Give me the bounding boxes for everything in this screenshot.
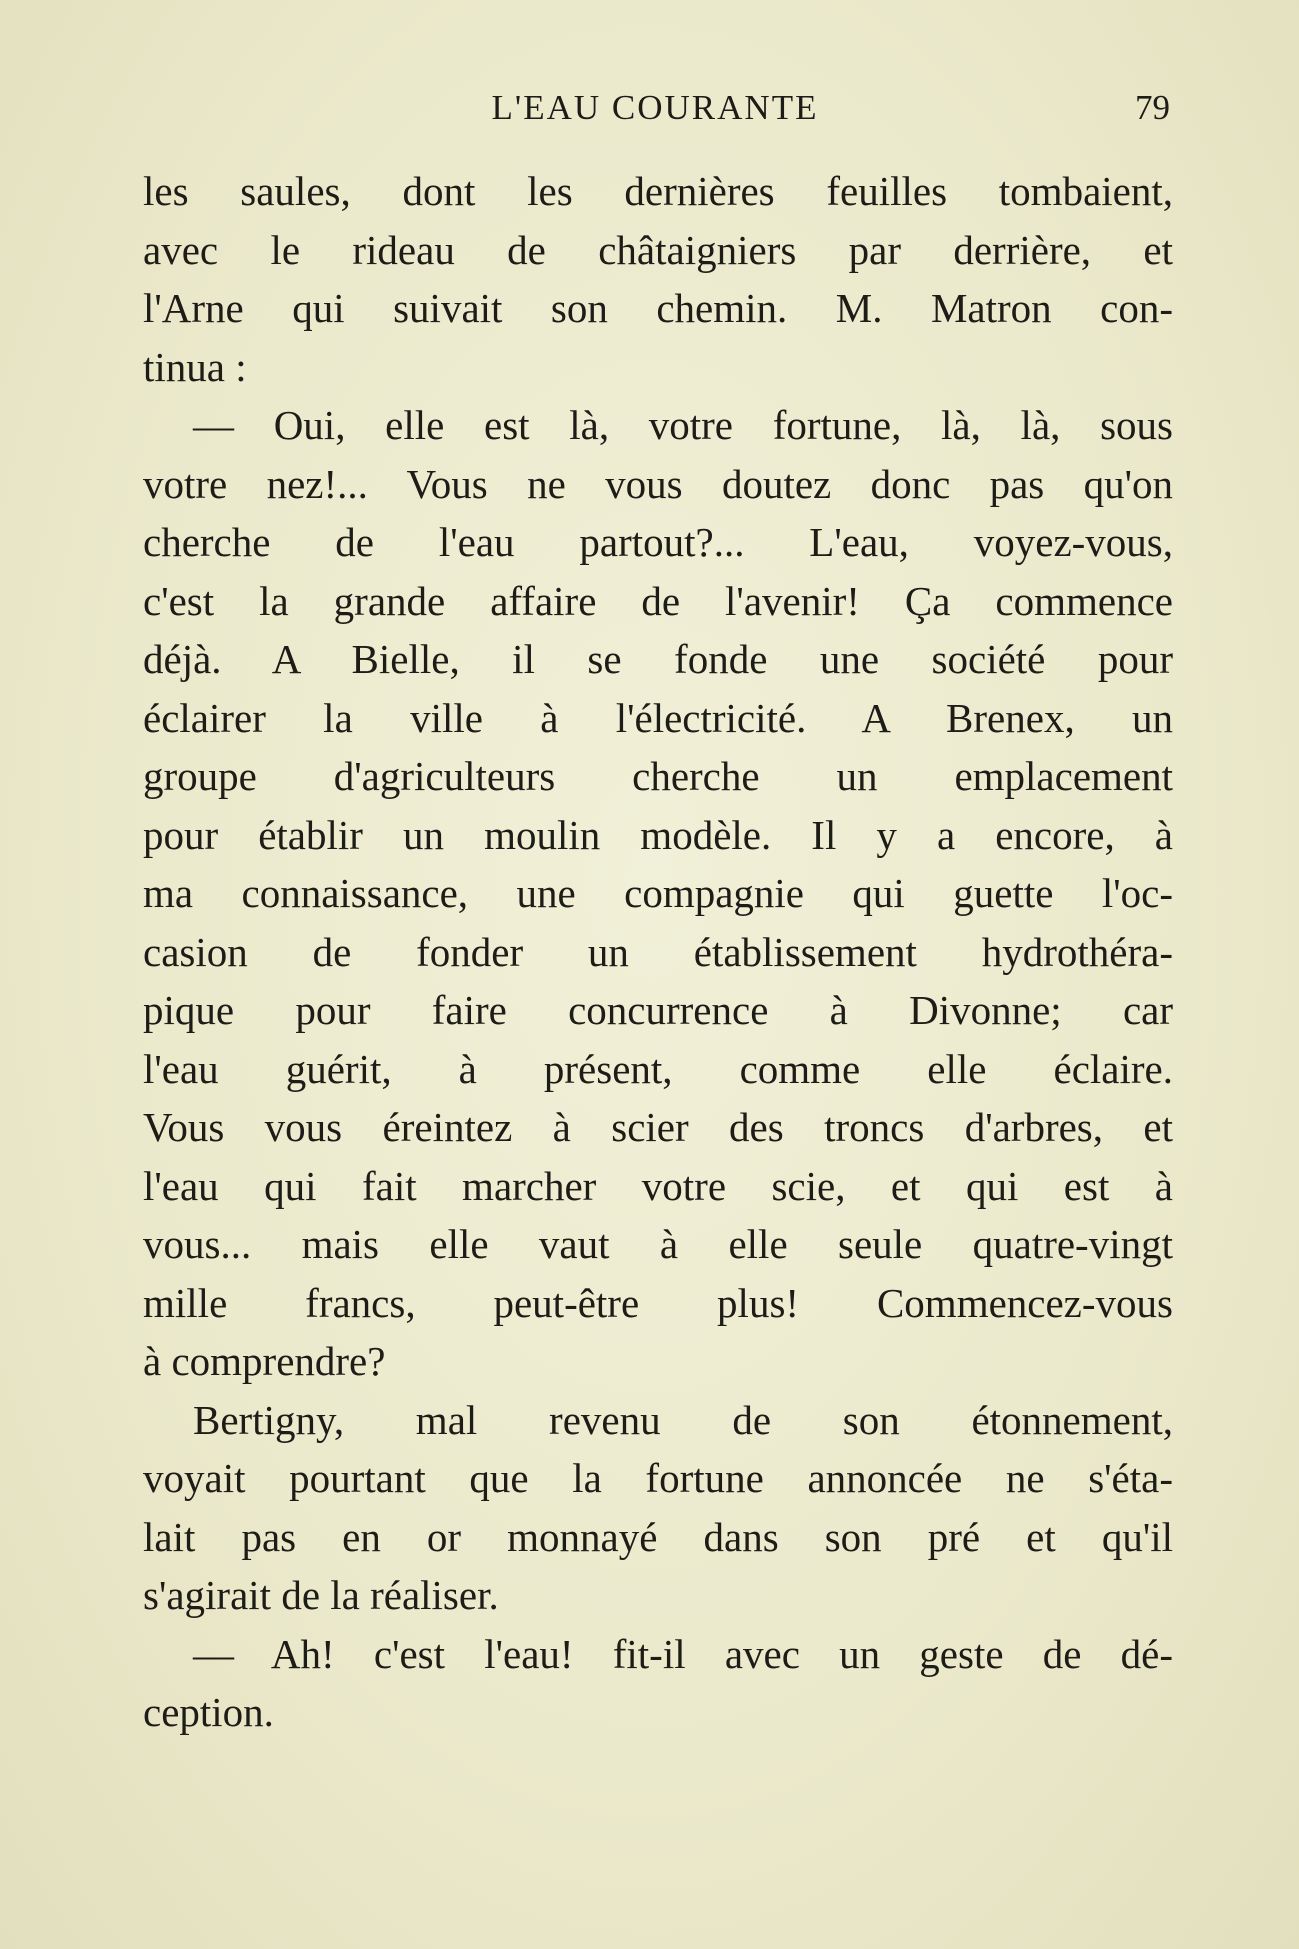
- text-line: l'Arne qui suivait son chemin. M. Matron con-: [143, 285, 1173, 331]
- text-line: groupe d'agriculteurs cherche un emplacement: [143, 753, 1173, 799]
- text-line: les saules, dont les dernières feuilles tombaient,: [143, 168, 1173, 214]
- text-line: votre nez!... Vous ne vous doutez donc pas qu'on: [143, 460, 1173, 507]
- text-line: pour établir un moulin modèle. Il y a encore, à: [143, 811, 1173, 858]
- text-line: s'agirait de la réaliser.: [143, 1572, 499, 1618]
- page-header: [140, 88, 1170, 138]
- text-line: ma connaissance, une compagnie qui guette l'oc-: [143, 870, 1173, 916]
- text-line: tinua :: [143, 343, 247, 390]
- running-title: L'EAU COURANTE: [491, 88, 819, 127]
- text-line: casion de fonder un établissement hydrothéra-: [143, 928, 1173, 975]
- text-line: ception.: [143, 1689, 274, 1735]
- page-number: 79: [1135, 88, 1170, 127]
- text-line: voyait pourtant que la fortune annoncée ne s'éta-: [143, 1455, 1173, 1501]
- text-line: vous... mais elle vaut à elle seule quatre-vingt: [143, 1221, 1173, 1267]
- text-line: avec le rideau de châtaigniers par derrière, et: [143, 226, 1173, 273]
- body-text: [143, 162, 1173, 1742]
- text-line: l'eau guérit, à présent, comme elle éclaire.: [143, 1045, 1173, 1092]
- text-line: à comprendre?: [143, 1338, 386, 1384]
- text-line: cherche de l'eau partout?... L'eau, voyez-vous,: [143, 519, 1173, 565]
- text-line: pique pour faire concurrence à Divonne; car: [143, 987, 1173, 1033]
- text-line: Vous vous éreintez à scier des troncs d'arbres, et: [143, 1104, 1173, 1150]
- text-line: éclairer la ville à l'électricité. A Brenex, un: [143, 694, 1173, 741]
- text-line: déjà. A Bielle, il se fonde une société pour: [143, 636, 1173, 682]
- text-line: — Ah! c'est l'eau! fit-il avec un geste de dé-: [193, 1630, 1173, 1677]
- text-line: l'eau qui fait marcher votre scie, et qui est à: [143, 1162, 1173, 1209]
- text-line: Bertigny, mal revenu de son étonnement,: [193, 1396, 1173, 1443]
- text-line: c'est la grande affaire de l'avenir! Ça commence: [143, 577, 1173, 624]
- text-line: mille francs, peut-être plus! Commencez-vous: [143, 1279, 1173, 1326]
- text-line: — Oui, elle est là, votre fortune, là, là, sous: [193, 402, 1173, 448]
- text-line: lait pas en or monnayé dans son pré et qu'il: [143, 1513, 1173, 1560]
